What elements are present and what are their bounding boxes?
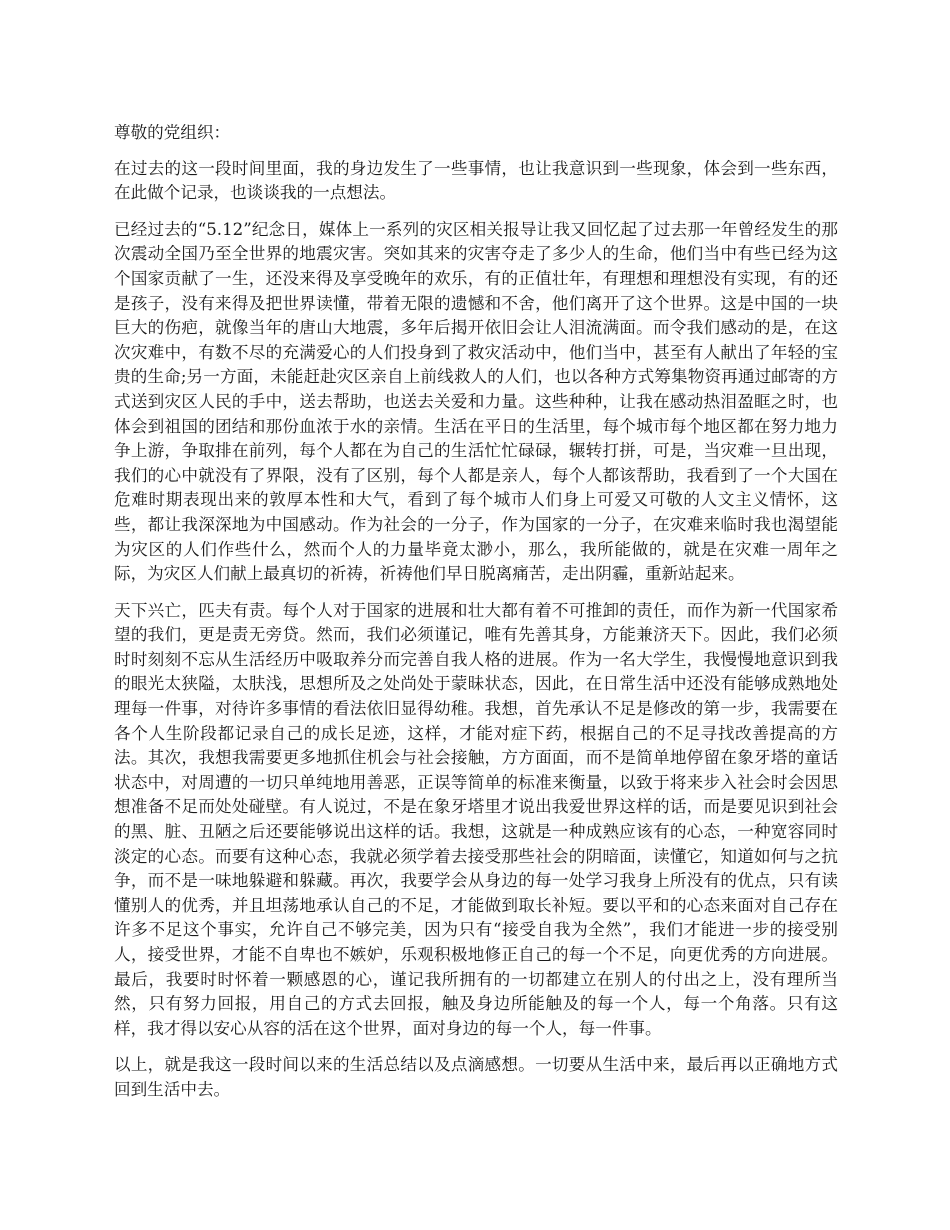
letter-body [114,121,838,1115]
paragraph-self-improvement: 天下兴亡，匹夫有责。每个人对于国家的进展和壮大都有着不可推卸的责任，而作为新一代国家希望的我们，更是责无旁贷。然而，我们必须谨记，唯有先善其身，方能兼济天下。因此，我们必须时时刻刻不忘从生活经历中吸取养分而完善自我人格的进展。作为一名大学生，我慢慢地意识到我的眼光太狭隘，太肤浅，思想所及之处尚处于蒙昧状态，因此，在日常生活中还没有能够成熟地处理每一件事，对待许多事情的看法依旧显得幼稚。我想，首先承认不足是修改的第一步，我需要在各个人生阶段都记录自己的成长足迹，这样，才能对症下药，根据自己的不足寻找改善提高的方法。其次，我想我需要更多地抓住机会与社会接触，方方面面，而不是简单地停留在象牙塔的童话状态中，对周遭的一切只单纯地用善恶，正误等简单的标准来衡量，以致于将来步入社会时会因思想准备不足而处处碰壁。有人说过，不是在象牙塔里才说出我爱世界这样的话，而是要见识到社会的黑、脏、丑陋之后还要能够说出这样的话。我想，这就是一种成熟应该有的心态，一种宽容同时淡定的心态。而要有这种心态，我就必须学着去接受那些社会的阴暗面，读懂它，知道如何与之抗争，而不是一味地躲避和躲藏。再次，我要学会从身边的每一处学习我身上所没有的优点，只有读懂别人的优秀，并且坦荡地承认自己的不足，才能做到取长补短。要以平和的心态来面对自己存在许多不足这个事实，允许自己不够完美，因为只有“接受自我为全然”，我们才能进一步的接受别人，接受世界，才能不自卑也不嫉妒，乐观积极地修正自己的每一个不足，向更优秀的方向进展。最后，我要时时怀着一颗感恩的心，谨记我所拥有的一切都建立在别人的付出之上，没有理所当然，只有努力回报，用自己的方式去回报，触及身边所能触及的每一个人，每一个角落。只有这样，我才得以安心从容的活在这个世界，面对身边的每一个人，每一件事。 [114,600,838,1038]
salutation: 尊敬的党组织： [114,123,231,142]
paragraph-earthquake-memorial: 已经过去的“5.12”纪念日，媒体上一系列的灾区相关报导让我又回忆起了过去那一年曾经发生的那次震动全国乃至全世界的地震灾害。突如其来的灾害夺走了多少人的生命，他们当中有些已经为这个国家贡献了一生，还没来得及享受晚年的欢乐，有的正值壮年，有理想和理想没有实现，有的还是孩子，没有来得及把世界读懂，带着无限的遗憾和不舍，他们离开了这个世界。这是中国的一块巨大的伤疤，就像当年的唐山大地震，多年后揭开依旧会让人泪流满面。而令我们感动的是，在这次灾难中，有数不尽的充满爱心的人们投身到了救灾活动中，他们当中，甚至有人献出了年轻的宝贵的生命;另一方面，未能赶赴灾区亲自上前线救人的人们，也以各种方式筹集物资再通过邮寄的方式送到灾区人民的手中，送去帮助，也送去关爱和力量。这些种种，让我在感动热泪盈眶之时，也体会到祖国的团结和那份血浓于水的亲情。生活在平日的生活里，每个城市每个地区都在努力地力争上游，争取排在前列，每个人都在为自己的生活忙忙碌碌，辗转打拼，可是，当灾难一旦出现，我们的心中就没有了界限，没有了区别，每个人都是亲人，每个人都该帮助，我看到了一个大国在危难时期表现出来的敦厚本性和大气，看到了每个城市人们身上可爱又可敬的人文主义情怀，这些，都让我深深地为中国感动。作为社会的一分子，作为国家的一分子，在灾难来临时我也渴望能为灾区的人们作些什么，然而个人的力量毕竟太渺小，那么，我所能做的，就是在灾难一周年之际，为灾区人们献上最真切的祈祷，祈祷他们早日脱离痛苦，走出阴霾，重新站起来。 [114,219,838,584]
paragraph-intro: 在过去的这一段时间里面，我的身边发生了一些事情，也让我意识到一些现象，体会到一些东西，在此做个记录，也谈谈我的一点想法。 [114,158,838,203]
paragraph-conclusion: 以上，就是我这一段时间以来的生活总结以及点滴感想。一切要从生活中来，最后再以正确地方式回到生活中去。 [114,1055,838,1099]
